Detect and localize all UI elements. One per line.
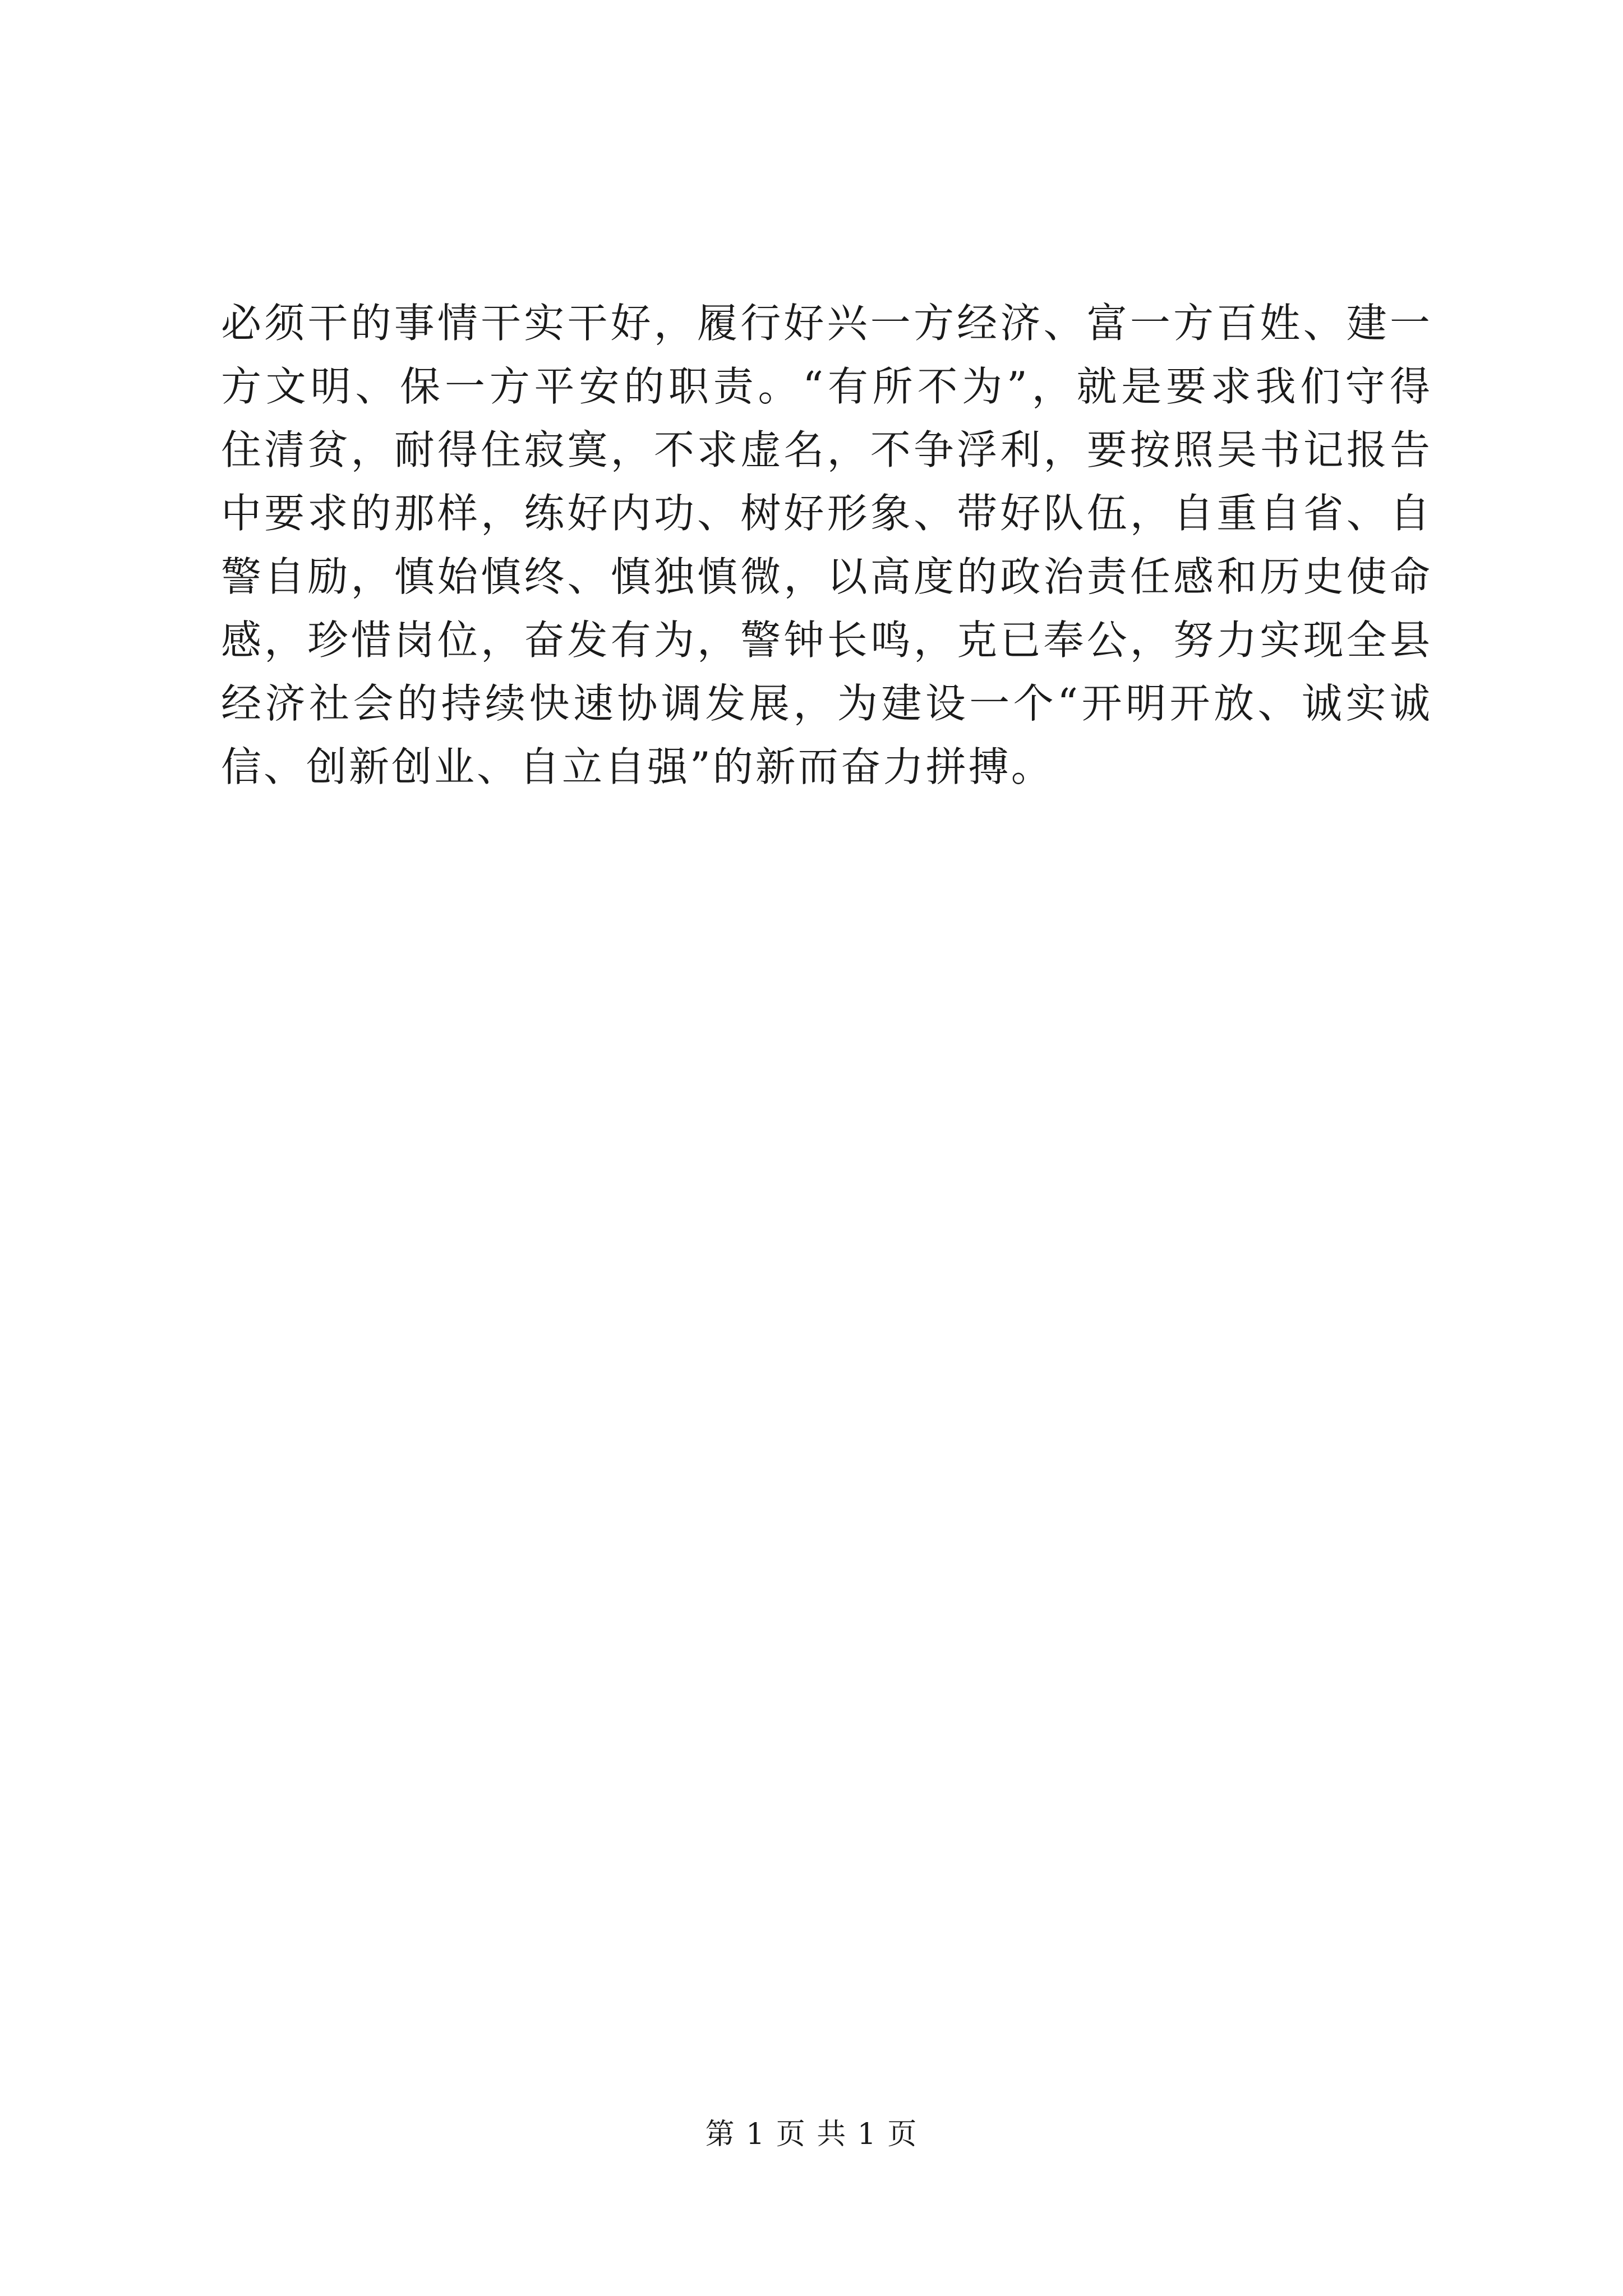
text-line: 方文明、保一方平安的职责。“有所不为”，就是要求我们守得 xyxy=(221,363,1432,410)
text-line: 警自励，慎始慎终、慎独慎微，以高度的政治责任感和历史使命 xyxy=(221,553,1432,600)
text-line: 中要求的那样，练好内功、树好形象、带好队伍，自重自省、自 xyxy=(221,490,1432,537)
text-line: 住清贫，耐得住寂寞，不求虚名，不争浮利，要按照吴书记报告 xyxy=(221,426,1432,473)
text-line: 信、创新创业、自立自强”的新而奋力拼搏。 xyxy=(221,743,1054,790)
body-paragraph xyxy=(221,292,1432,799)
text-line: 必须干的事情干实干好，履行好兴一方经济、富一方百姓、建一 xyxy=(221,300,1432,347)
page-footer: 第 1 页 共 1 页 xyxy=(705,2118,918,2151)
text-line: 经济社会的持续快速协调发展，为建设一个“开明开放、诚实诚 xyxy=(221,680,1432,727)
text-line: 感，珍惜岗位，奋发有为，警钟长鸣，克已奉公，努力实现全县 xyxy=(221,616,1432,664)
